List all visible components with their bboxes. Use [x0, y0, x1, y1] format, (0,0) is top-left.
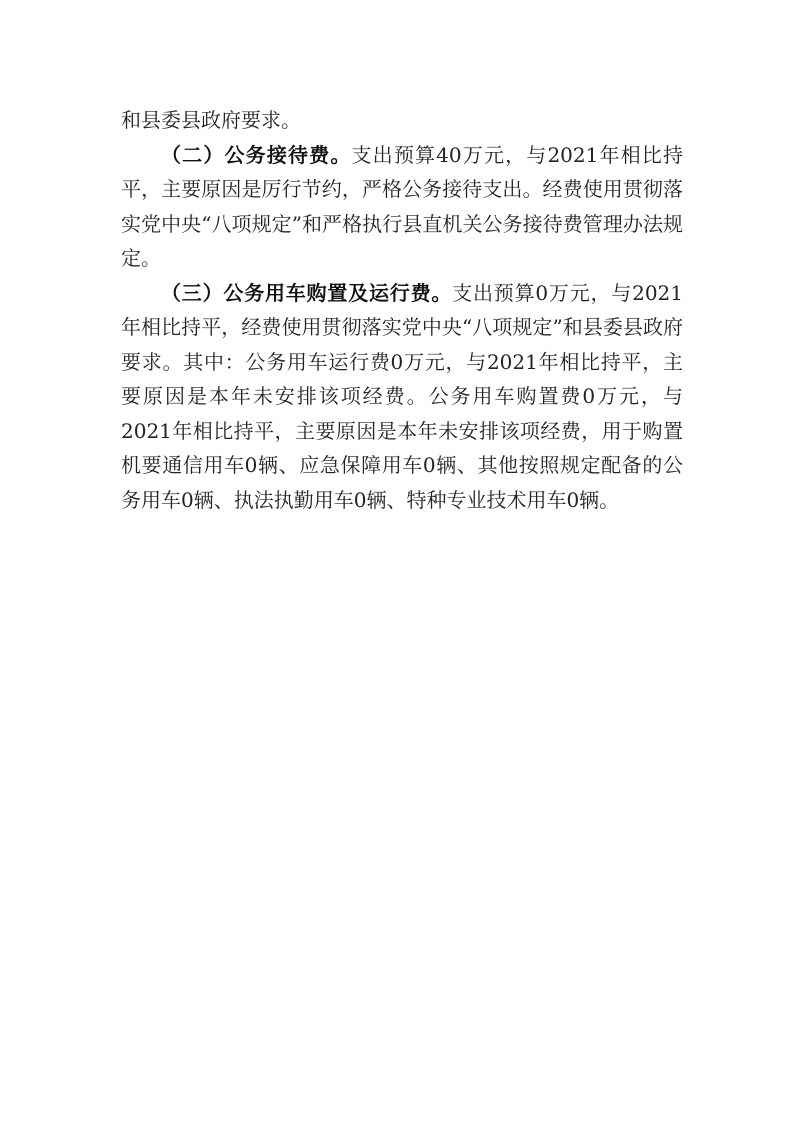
section-heading-reception: （二）公务接待费。: [161, 142, 352, 167]
paragraph-text: 支出预算0万元，与2021年相比持平，经费使用贯彻落实党中央“八项规定”和县委县政府要求。其中：公务用车运行费0万元，与2021年相比持平，主要原因是本年未安排该项经费。公务用车购置费0万元，与2021年相比持平，主要原因是本年未安排该项经费，用于购置机要通信用车0辆、应急保障用车0辆、其他按照规定配备的公务用车0辆、执法执勤用车0辆、特种专业技术用车0辆。: [121, 280, 684, 512]
paragraph-vehicle-expenses: [121, 276, 683, 518]
paragraph-continuation: [121, 103, 683, 138]
paragraph-text: 支出预算40万元，与2021年相比持平，主要原因是厉行节约，严格公务接待支出。经费使用贯彻落实党中央“八项规定”和严格执行县直机关公务接待费管理办法规定。: [121, 142, 683, 270]
paragraph-reception-expenses: [121, 138, 683, 276]
document-body: [121, 103, 683, 517]
paragraph-text: 和县委县政府要求。: [121, 108, 301, 132]
section-heading-vehicles: （三）公务用车购置及运行费。: [161, 280, 453, 305]
